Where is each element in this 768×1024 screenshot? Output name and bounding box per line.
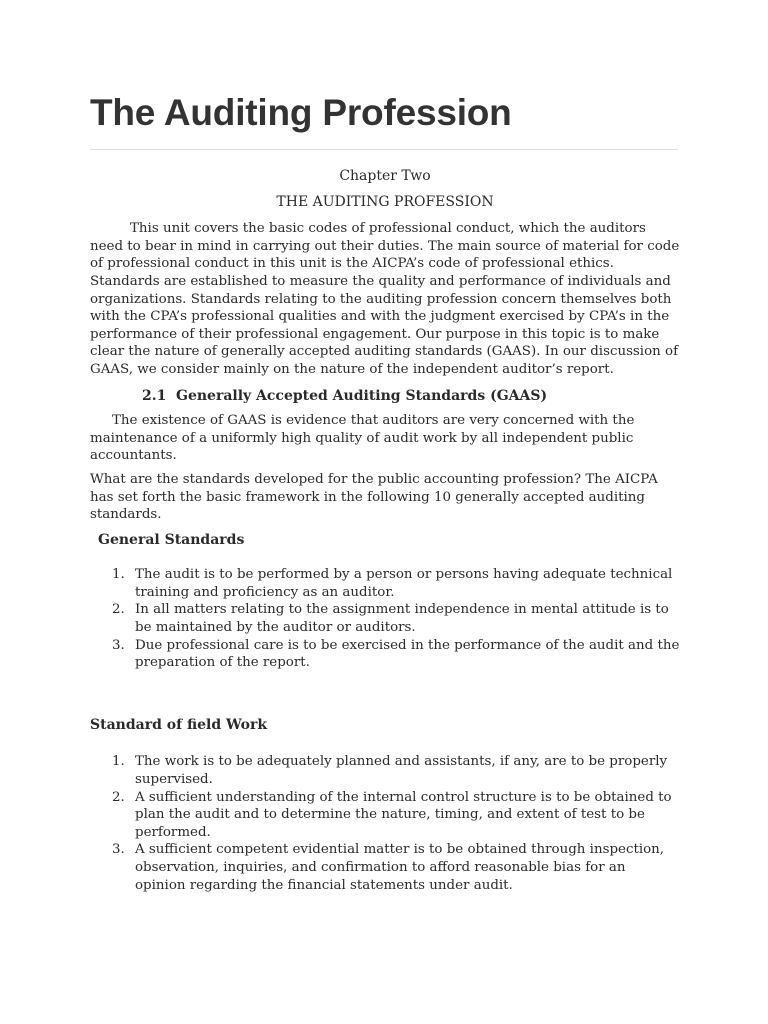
list-item bbox=[90, 753, 680, 788]
list-item bbox=[90, 789, 680, 842]
question-paragraph: What are the standards developed for the public accounting profession? The AICPA has set forth the basic framework in the following 10 generally accepted auditing standards. bbox=[90, 471, 658, 523]
list-item bbox=[90, 566, 680, 601]
list-number: 1. bbox=[112, 754, 125, 770]
list-item bbox=[90, 601, 680, 636]
section-heading bbox=[142, 388, 680, 406]
list-item-text: The work is to be adequately planned and assistants, if any, are to be properly supervised. bbox=[135, 754, 668, 788]
section-number: 2.1 bbox=[142, 387, 167, 404]
gaas-paragraph: The existence of GAAS is evidence that auditors are very concerned with the maintenance of a uniformly high quality of audit work by all independent public accountants. bbox=[90, 413, 635, 464]
list-item bbox=[90, 637, 680, 672]
general-standards-heading: General Standards bbox=[98, 531, 245, 548]
field-work-heading: Standard of field Work bbox=[90, 716, 268, 733]
list-item bbox=[90, 841, 680, 894]
page-title: The Auditing Profession bbox=[90, 92, 512, 133]
list-number: 2. bbox=[112, 789, 125, 805]
document-body bbox=[90, 168, 680, 894]
list-item-text: A sufficient understanding of the internal control structure is to be obtained to plan the audit and to determine the nature, timing, and extent of test to be performed. bbox=[135, 789, 672, 840]
list-item-text: A sufficient competent evidential matter is to be obtained through inspection, observation, inquiries, and confirmation to afford reasonable bias for an opinion regarding the financial statements under audit. bbox=[135, 842, 665, 893]
list-item-text: Due professional care is to be exercised in the performance of the audit and the preparation of the report. bbox=[135, 637, 680, 671]
list-number: 3. bbox=[112, 842, 125, 858]
section-title: Generally Accepted Auditing Standards (GAAS) bbox=[176, 387, 548, 404]
title-divider bbox=[90, 149, 678, 150]
list-number: 2. bbox=[112, 602, 125, 618]
field-work-list bbox=[90, 753, 680, 894]
list-item-text: In all matters relating to the assignment independence in mental attitude is to be maintained by the auditor or auditors. bbox=[135, 602, 669, 636]
intro-paragraph: This unit covers the basic codes of professional conduct, which the auditors need to bear in mind in carrying out their duties. The main source of material for code of professional conduct in this unit is the AICPA’s code of professional ethics. Standards are established to measure the quality and performance of individuals and organizations. Standards relating to the auditing profession concern themselves both with the CPA’s professional qualities and with the judgment exercised by CPA’s in the performance of their professional engagement. Our purpose in this topic is to make clear the nature of generally accepted auditing standards (GAAS). In our discussion of GAAS, we consider mainly on the nature of the independent auditor’s report. bbox=[90, 221, 680, 377]
list-number: 1. bbox=[112, 567, 125, 583]
chapter-title: THE AUDITING PROFESSION bbox=[276, 193, 494, 210]
chapter-label: Chapter Two bbox=[339, 168, 431, 184]
list-item-text: The audit is to be performed by a person or persons having adequate technical training and proficiency as an auditor. bbox=[135, 567, 673, 600]
general-standards-list bbox=[90, 566, 680, 672]
list-number: 3. bbox=[112, 637, 125, 653]
